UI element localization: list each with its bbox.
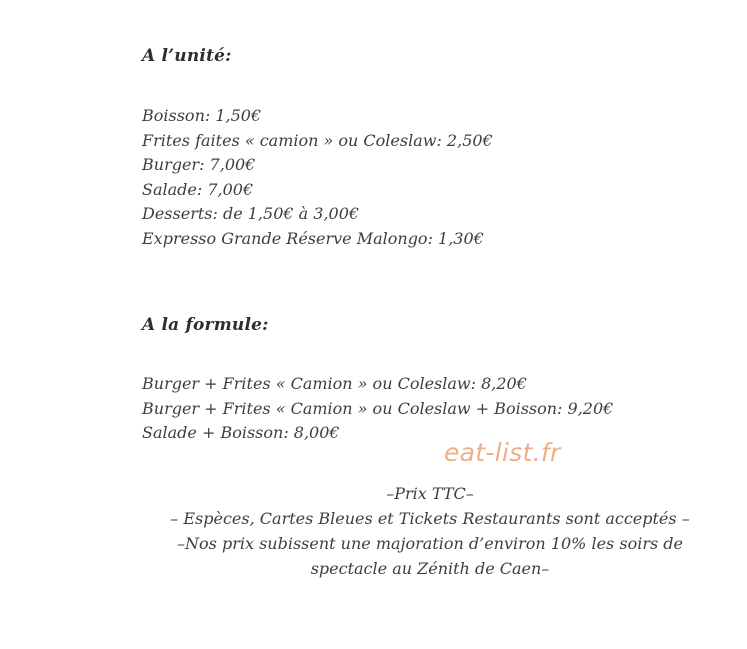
footer-line: –Nos prix subissent une majoration d’environ 10% les soirs de [177, 534, 683, 553]
price-list-unit [142, 104, 493, 252]
price-item: Expresso Grande Réserve Malongo: 1,30€ [142, 228, 484, 248]
section-heading-unit: A l’unité: [142, 46, 232, 66]
price-item: Frites faites « camion » ou Coleslaw: 2,50€ [142, 130, 493, 150]
watermark: eat-list.fr [444, 438, 561, 467]
footer-line: –Prix TTC– [386, 484, 474, 503]
price-item: Desserts: de 1,50€ à 3,00€ [142, 204, 360, 224]
section-heading-formula: A la formule: [142, 315, 269, 335]
footer-notes [140, 481, 720, 581]
price-item: Boisson: 1,50€ [142, 106, 262, 125]
price-item: Burger + Frites « Camion » ou Coleslaw + Boisson: 9,20€ [142, 398, 614, 418]
price-item: Salade + Boisson: 8,00€ [142, 423, 340, 443]
price-item: Burger: 7,00€ [142, 155, 256, 175]
price-item: Salade: 7,00€ [142, 179, 254, 199]
footer-line: spectacle au Zénith de Caen– [310, 559, 550, 578]
price-item: Burger + Frites « Camion » ou Coleslaw: 8,20€ [142, 374, 527, 393]
price-list-formula [142, 372, 613, 446]
footer-line: – Espèces, Cartes Bleues et Tickets Restaurants sont acceptés – [170, 509, 690, 528]
